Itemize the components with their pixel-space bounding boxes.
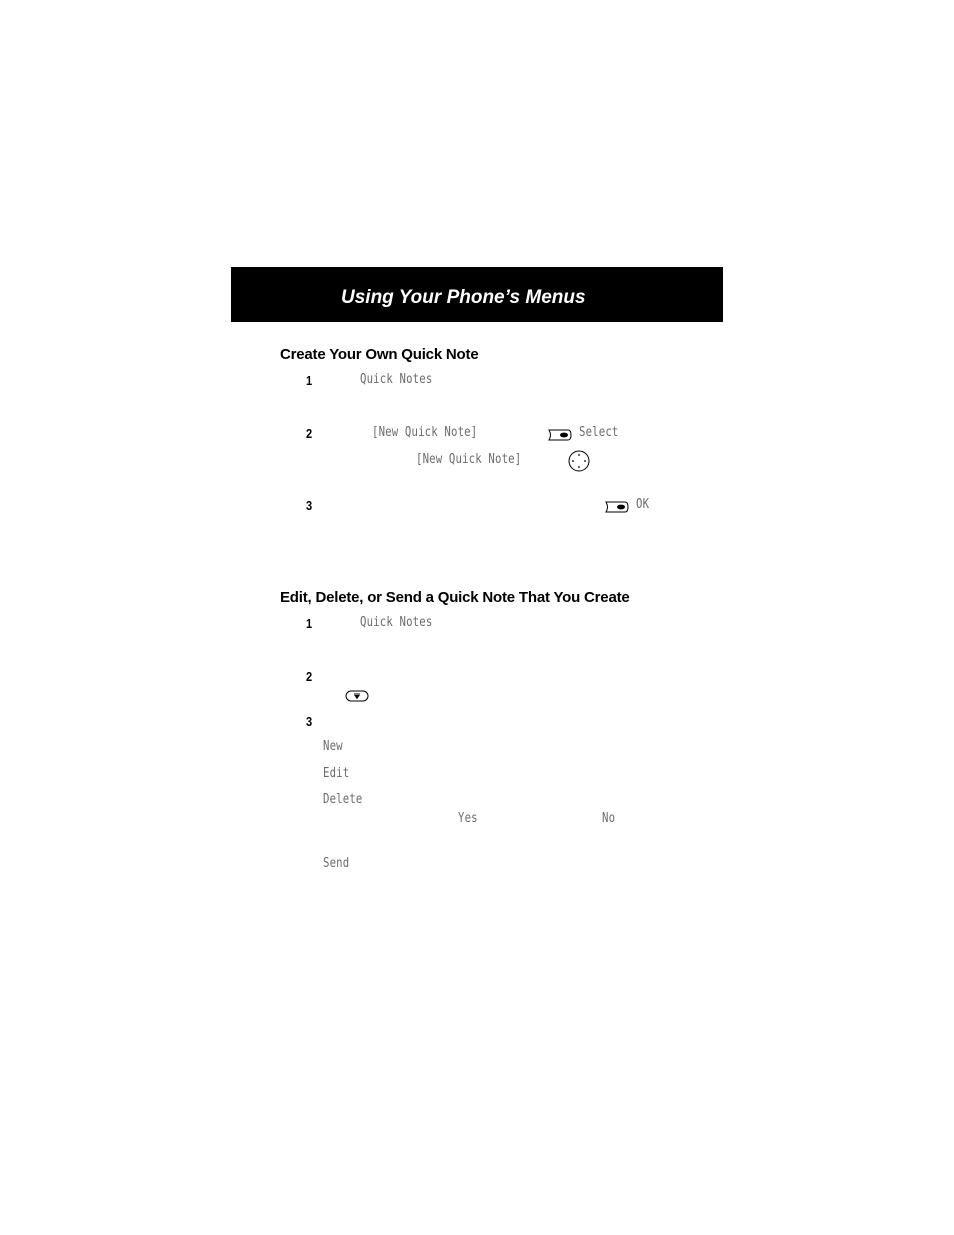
chapter-title: Using Your Phone’s Menus <box>341 287 586 308</box>
display-text-new-quick-note: [New Quick Note] <box>372 425 478 440</box>
section-heading-edit-delete-send: Edit, Delete, or Send a Quick Note That You Create <box>280 589 630 606</box>
nav-key-icon <box>568 450 590 477</box>
display-text-new-quick-note: [New Quick Note] <box>416 452 522 467</box>
menu-key-icon <box>345 689 369 707</box>
menu-option-send: Send <box>323 856 350 871</box>
step-number: 1 <box>306 373 313 388</box>
step-number: 2 <box>306 669 313 684</box>
softkey-label-ok: OK <box>636 497 650 512</box>
softkey-label-select: Select <box>579 425 619 440</box>
menu-option-delete: Delete <box>323 792 363 807</box>
soft-key-icon <box>605 500 629 518</box>
confirm-option-yes: Yes <box>458 811 478 826</box>
menu-option-new: New <box>323 739 343 754</box>
step-number: 3 <box>306 714 313 729</box>
display-text-quick-notes: Quick Notes <box>360 372 433 387</box>
step-number: 2 <box>306 426 313 441</box>
section-heading-create-quick-note: Create Your Own Quick Note <box>280 346 479 363</box>
confirm-option-no: No <box>602 811 616 826</box>
soft-key-icon <box>548 428 572 446</box>
step-number: 3 <box>306 498 313 513</box>
menu-option-edit: Edit <box>323 766 350 781</box>
step-number: 1 <box>306 616 313 631</box>
display-text-quick-notes: Quick Notes <box>360 615 433 630</box>
chapter-header-bar <box>231 267 723 322</box>
